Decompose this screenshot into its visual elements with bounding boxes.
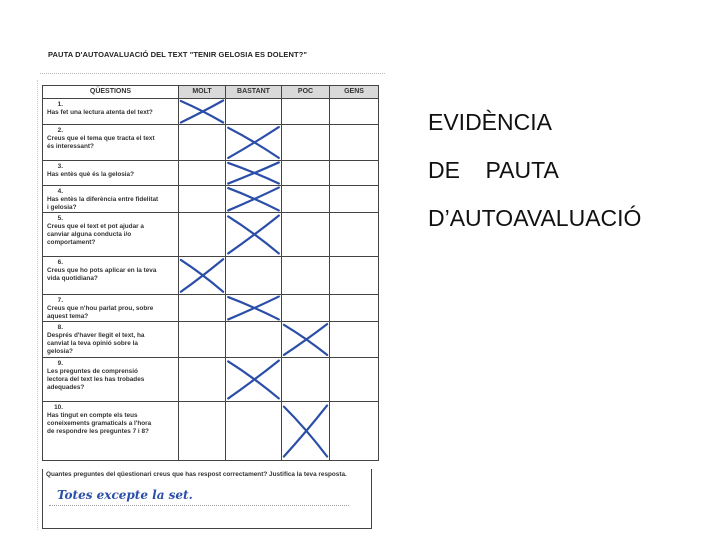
answer-cell-bastant[interactable] [226, 257, 282, 295]
answer-cell-molt[interactable] [179, 186, 226, 213]
question-cell [43, 125, 179, 161]
answer-cell-gens[interactable] [330, 358, 379, 402]
divider [40, 73, 385, 74]
handwritten-answer: Totes excepte la set. [57, 488, 193, 502]
answer-cell-poc[interactable] [282, 358, 330, 402]
table-row [43, 295, 379, 322]
answer-cell-poc[interactable] [282, 402, 330, 461]
handdrawn-cross-mark [282, 402, 329, 460]
question-text: Creus que el text et pot ajudar a canviar alguna conducta i/o comportament? [47, 223, 144, 246]
footer-question: Quantes preguntes del qüestionari creus que has respost correctament? Justifica la teva resposta. [46, 471, 347, 478]
answer-cell-molt[interactable] [179, 295, 226, 322]
answer-cell-poc[interactable] [282, 295, 330, 322]
table-header-row [43, 86, 379, 99]
answer-cell-bastant[interactable] [226, 99, 282, 125]
table-row [43, 161, 379, 186]
question-cell [43, 213, 179, 257]
question-number: 3. [57, 163, 63, 170]
answer-cell-poc[interactable] [282, 125, 330, 161]
document-title: PAUTA D'AUTOAVALUACIÓ DEL TEXT "TENIR GELOSIA ES DOLENT?" [48, 50, 308, 59]
answer-cell-gens[interactable] [330, 99, 379, 125]
handdrawn-cross-mark [226, 295, 281, 321]
answer-cell-molt[interactable] [179, 125, 226, 161]
answer-cell-gens[interactable] [330, 125, 379, 161]
answer-cell-gens[interactable] [330, 213, 379, 257]
answer-cell-bastant[interactable] [226, 402, 282, 461]
question-number: 4. [57, 188, 63, 195]
answer-cell-poc[interactable] [282, 161, 330, 186]
answer-cell-gens[interactable] [330, 186, 379, 213]
question-text: Creus que n'hou parlat prou, sobre aquest tema? [47, 305, 154, 320]
handdrawn-cross-mark [226, 161, 281, 185]
question-text: Has tingut en compte els teus coneixements gramaticals a l'hora de respondre les preguntes 7 i 8? [47, 412, 152, 435]
table-row [43, 358, 379, 402]
table-row [43, 99, 379, 125]
scan-edge [37, 80, 38, 530]
handdrawn-cross-mark [226, 186, 281, 212]
answer-cell-molt[interactable] [179, 257, 226, 295]
table-row [43, 213, 379, 257]
question-cell [43, 322, 179, 358]
answer-cell-molt[interactable] [179, 213, 226, 257]
question-text: Has entès què és la gelosia? [47, 171, 135, 178]
answer-cell-molt[interactable] [179, 161, 226, 186]
question-number: 1. [57, 101, 63, 108]
answer-cell-bastant[interactable] [226, 161, 282, 186]
question-text: Creus que el tema que tracta el text és interessant? [47, 135, 155, 150]
question-number: 7. [57, 297, 63, 304]
answer-cell-gens[interactable] [330, 295, 379, 322]
answer-cell-molt[interactable] [179, 99, 226, 125]
table-row [43, 322, 379, 358]
handdrawn-cross-mark [179, 257, 225, 294]
handdrawn-cross-mark [226, 358, 281, 401]
header-poc: POC [282, 86, 330, 99]
question-text: Has fet una lectura atenta del text? [47, 109, 153, 116]
question-number: 2. [57, 127, 63, 134]
header-questions: QÜESTIONS [43, 86, 179, 99]
answer-cell-gens[interactable] [330, 402, 379, 461]
question-cell [43, 257, 179, 295]
question-cell [43, 186, 179, 213]
answer-cell-gens[interactable] [330, 257, 379, 295]
table-row [43, 257, 379, 295]
question-cell [43, 402, 179, 461]
slide-title-line-2: DE PAUTA [428, 157, 559, 183]
handdrawn-cross-mark [226, 213, 281, 256]
answer-cell-poc[interactable] [282, 257, 330, 295]
answer-cell-molt[interactable] [179, 322, 226, 358]
table-row [43, 186, 379, 213]
answer-cell-poc[interactable] [282, 186, 330, 213]
answer-cell-bastant[interactable] [226, 358, 282, 402]
answer-cell-molt[interactable] [179, 358, 226, 402]
answer-cell-poc[interactable] [282, 322, 330, 358]
question-number: 6. [57, 259, 63, 266]
answer-cell-molt[interactable] [179, 402, 226, 461]
answer-cell-poc[interactable] [282, 99, 330, 125]
question-text: Creus que ho pots aplicar en la teva vida quotidiana? [47, 267, 157, 282]
header-gens: GENS [330, 86, 379, 99]
handdrawn-cross-mark [282, 322, 329, 357]
slide-title-line-1: EVIDÈNCIA [428, 109, 552, 135]
answer-cell-bastant[interactable] [226, 125, 282, 161]
question-text: Les preguntes de comprensió lectora del text les has trobades adequades? [47, 368, 145, 391]
handdrawn-cross-mark [179, 99, 225, 124]
slide-title [428, 98, 641, 242]
slide-title-line-3: D’AUTOAVALUACIÓ [428, 205, 642, 231]
question-cell [43, 295, 179, 322]
answer-cell-gens[interactable] [330, 161, 379, 186]
answer-cell-bastant[interactable] [226, 295, 282, 322]
question-cell [43, 358, 179, 402]
question-number: 9. [57, 360, 63, 367]
footer-question-box [42, 469, 372, 529]
answer-cell-gens[interactable] [330, 322, 379, 358]
header-bastant: BASTANT [226, 86, 282, 99]
question-number: 10. [54, 404, 63, 411]
evaluation-table [42, 85, 379, 461]
scanned-document [40, 44, 385, 534]
question-number: 5. [57, 215, 63, 222]
handdrawn-cross-mark [226, 125, 281, 160]
answer-line [49, 505, 349, 506]
question-number: 8. [57, 324, 63, 331]
question-cell [43, 161, 179, 186]
header-molt: MOLT [179, 86, 226, 99]
question-text: Has entès la diferència entre fidelitat i gelosia? [47, 196, 159, 211]
answer-cell-poc[interactable] [282, 213, 330, 257]
question-cell [43, 99, 179, 125]
table-row [43, 402, 379, 461]
question-text: Després d'haver llegit el text, ha canviat la teva opinió sobre la gelosia? [47, 332, 145, 355]
table-row [43, 125, 379, 161]
answer-cell-bastant[interactable] [226, 322, 282, 358]
answer-cell-bastant[interactable] [226, 186, 282, 213]
answer-cell-bastant[interactable] [226, 213, 282, 257]
